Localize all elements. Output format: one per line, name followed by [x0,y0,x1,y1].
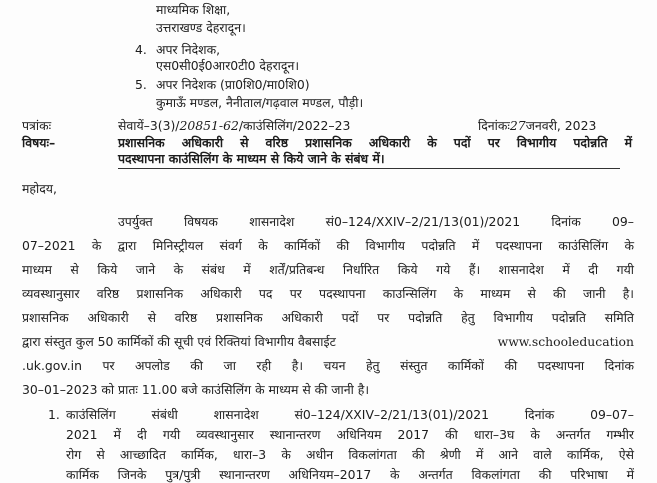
paragraph-line [22,334,634,350]
list-item-line: 2021 में दी गयी व्यवस्थानुसार स्थानान्तरण अधिनियम 2017 की धारा–3घ के अन्तर्गत गम्भीर [66,427,634,442]
recipient-line: अपर निदेशक (प्रा0शि0/मा0शि0) [156,77,310,92]
paragraph-line: 30–01–2023 को प्रातः 11.00 बजे काउंसिलिंग के माध्यम से की जानी है। [22,382,370,397]
reference-handwritten: 20851-62 [179,118,239,133]
list-item-line: रोग से आच्छादित कार्मिक, धारा–3 के अधीन विकलांगता की श्रेणी में आने वाले कार्मिक, ऐसे [66,447,634,462]
recipient-line: कुमाऊँ मण्डल, नैनीताल/गढ़वाल मण्डल, पौड़ी। [156,95,364,110]
paragraph-line: व्यवस्थानुसार वरिष्ठ प्रशासनिक अधिकारी पद पर पदस्थापना काउन्सिलिंग के माध्यम से की जानी है। [22,286,634,301]
paragraph-line: 07–2021 के द्वारा मिनिस्ट्रीयल संवर्ग के कार्मिकों की विभागीय पदोन्नति में पदस्थापना काउंसिलिंग के [22,238,634,253]
reference-suffix: /काउंसिलिंग/2022–23 [238,118,351,133]
date-handwritten: 27 [509,118,526,133]
paragraph-line: माध्यम से किये जाने के संबंध में शर्तें/प्रतिबन्ध निर्धारित किये गये हैं। शासनादेश में दी गयी [22,262,634,277]
subject-line: पदस्थापना काउंसिलिंग के माध्यम से किये जाने के संबंध में। [118,151,385,166]
subject-line: प्रशासनिक अधिकारी से वरिष्ठ प्रशासनिक अधिकारी के पदों पर विभागीय पदोन्नति में [118,135,632,150]
reference-prefix: सेवायें–3(3)/ [118,118,180,133]
paragraph-line: प्रशासनिक अधिकारी से वरिष्ठ प्रशासनिक अधिकारी पदों पर पदोन्नति हेतु विभागीय पदोन्नति समिति [22,310,634,325]
salutation: महोदय, [22,181,57,196]
reference-number [118,118,350,134]
paragraph-line: उपर्युक्त विषयक शासनादेश सं0–124/XXIV–2/21/13(01)/2021 दिनांक 09– [118,214,634,229]
date-label: दिनांकः [478,118,510,133]
date [478,118,596,134]
subject-underline [118,168,620,169]
website-link[interactable]: www.schooleducation [497,334,634,349]
recipient-number: 5. [135,77,147,92]
list-item-line: काउंसिलिंग संबंधी शासनादेश सं0–124/XXIV–2/21/13(01)/2021 दिनांक 09–07– [66,407,634,422]
recipient-line: अपर निदेशक, [156,42,221,57]
subject-label: विषयः– [22,135,56,150]
paragraph-text: द्वारा संस्तुत कुल 50 कार्मिकों की सूची एवं रिक्तियां विभागीय वैबसाईट [22,334,336,349]
reference-label: पत्रांकः [22,118,52,133]
recipient-number: 4. [135,42,147,57]
recipient-line: एस0सी0ई0आर0टी0 देहरादून। [156,58,300,73]
paragraph-line: .uk.gov.in पर अपलोड की जा रही है। चयन हेतु संस्तुत कार्मिकों की पदस्थापना दिनांक [22,358,634,373]
list-item-number: 1. [48,407,60,422]
recipient-line: माध्यमिक शिक्षा, [156,2,231,17]
list-item-line: कार्मिक जिनके पुत्र/पुत्री स्थानान्तरण अधिनियम–2017 के अन्तर्गत विकलांगता की परिभाषा में [66,467,634,482]
date-suffix: जनवरी, 2023 [525,118,597,133]
recipient-line: उत्तराखण्ड देहरादून। [156,20,246,35]
